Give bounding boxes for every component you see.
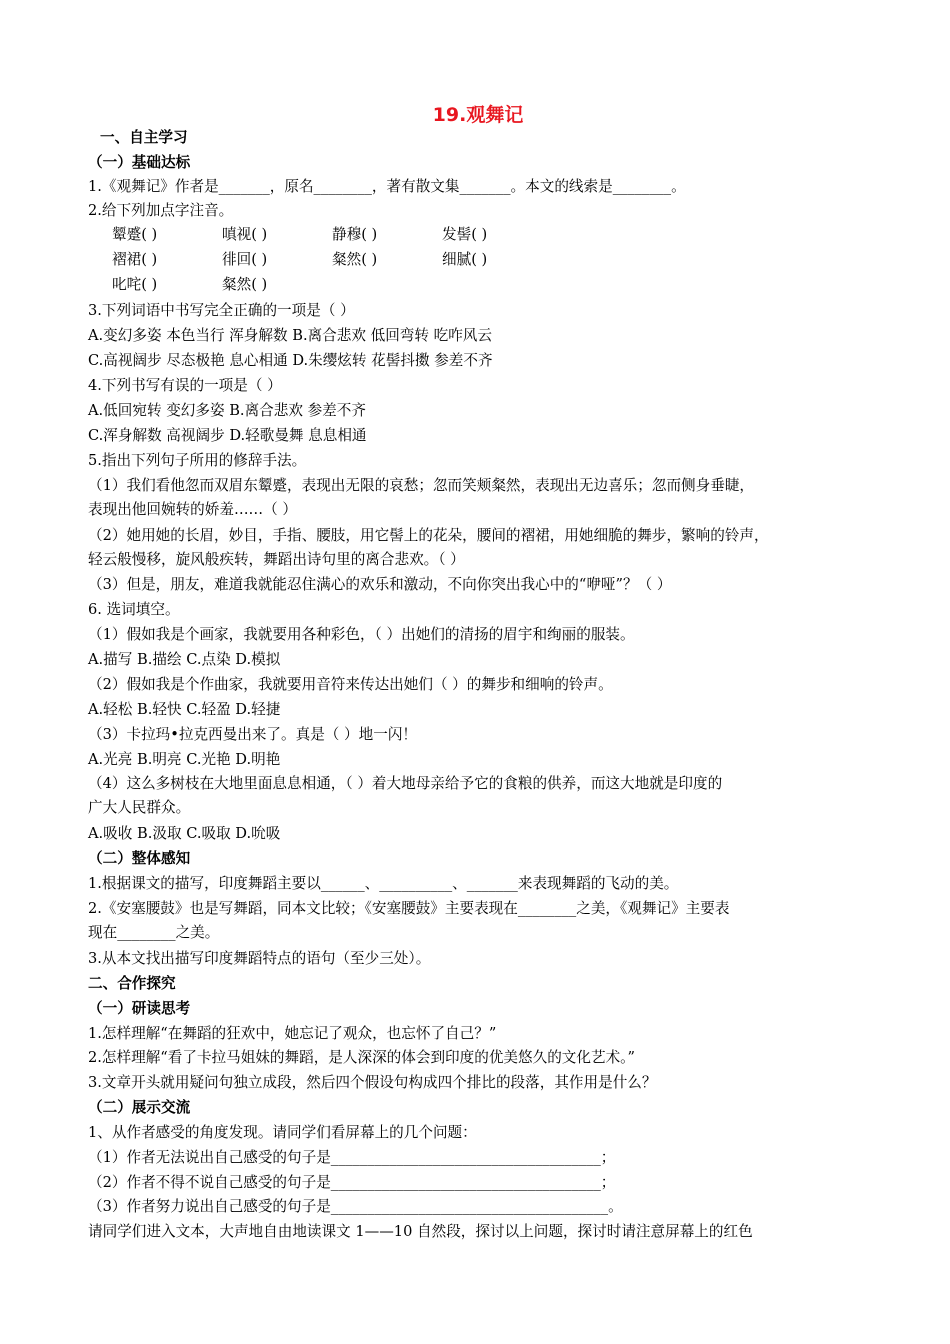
question-1: 1.《观舞记》作者是_______，原名________，著有散文集_______。本文的线索是________。 (88, 178, 686, 195)
perception-1: 1.根据课文的描写，印度舞蹈主要以______、__________、_______来表现舞蹈的飞动的美。 (88, 875, 679, 892)
question-6-item-1-options: A.描写 B.描绘 C.点染 D.模拟 (88, 651, 281, 668)
research-2: 2.怎样理解“看了卡拉马姐妹的舞蹈，是人深深的体会到印度的优美悠久的文化艺术。” (88, 1049, 635, 1066)
pinyin-item: 粲然( ) (222, 276, 268, 293)
perception-2: 2.《安塞腰鼓》也是写舞蹈，同本文比较；《安塞腰鼓》主要表现在________之美，《观舞记》主要表 (88, 900, 730, 917)
pinyin-item: 颦蹙( ) (112, 226, 158, 243)
question-6-item-1: （1）假如我是个画家，我就要用各种彩色，（ ）出她们的清扬的眉宇和绚丽的服装。 (88, 626, 635, 643)
perception-3: 3.从本文找出描写印度舞蹈特点的语句（至少三处）。 (88, 950, 431, 967)
subsection-heading: （一）研读思考 (88, 1000, 191, 1017)
question-5-item-2: （2）她用她的长眉，妙目，手指、腰肢，用它髻上的花朵，腰间的褶裙，用她细脆的舞步，繁响的铃声， (88, 527, 769, 544)
pinyin-item: 褶裙( ) (112, 251, 158, 268)
question-6-item-2: （2）假如我是个作曲家，我就要用音符来传达出她们（ ）的舞步和细响的铃声。 (88, 676, 613, 693)
perception-2-cont: 现在________之美。 (88, 924, 220, 941)
share-1-item-3: （3）作者努力说出自己感受的句子是______________________________________。 (88, 1198, 623, 1215)
pinyin-item: 徘回( ) (222, 251, 268, 268)
pinyin-row (112, 275, 332, 295)
question-6: 6. 选词填空。 (88, 601, 180, 618)
share-2: 请同学们进入文本，大声地自由地读课文 1——10 自然段，探讨以上问题，探讨时请注意屏幕上的红色 (88, 1223, 753, 1240)
question-3-options-ab: A.变幻多姿 本色当行 浑身解数 B.离合悲欢 低回弯转 吃咋风云 (88, 327, 492, 344)
research-3: 3.文章开头就用疑问句独立成段，然后四个假设句构成四个排比的段落，其作用是什么？ (88, 1074, 657, 1091)
pinyin-item: 叱咤( ) (112, 276, 158, 293)
section-heading: 一、自主学习 (100, 129, 188, 146)
question-5-item-1-cont: 表现出他回婉转的娇羞……（ ） (88, 501, 297, 518)
page-title: 19.观舞记 (432, 104, 524, 126)
pinyin-item: 粲然( ) (332, 251, 378, 268)
subsection-heading: （二）整体感知 (88, 850, 191, 867)
question-4-options-cd: C.浑身解数 高视阔步 D.轻歌曼舞 息息相通 (88, 427, 367, 444)
research-1: 1.怎样理解“在舞蹈的狂欢中，她忘记了观众，也忘怀了自己？” (88, 1025, 497, 1042)
question-3: 3.下列词语中书写完全正确的一项是（ ） (88, 302, 355, 319)
question-5-item-2-cont: 轻云般慢移，旋风般疾转，舞蹈出诗句里的离合悲欢。（ ） (88, 551, 465, 568)
question-6-item-4: （4）这么多树枝在大地里面息息相通，（ ）着大地母亲给予它的食粮的供养，而这大地就是印度的 (88, 775, 723, 792)
question-6-item-2-options: A.轻松 B.轻快 C.轻盈 D.轻捷 (88, 701, 281, 718)
subsection-heading: （一）基础达标 (88, 154, 191, 171)
question-6-item-4-cont: 广大人民群众。 (88, 799, 191, 816)
pinyin-item: 静穆( ) (332, 226, 378, 243)
question-6-item-3-options: A.光亮 B.明亮 C.光艳 D.明艳 (88, 751, 281, 768)
question-6-item-3: （3）卡拉玛•拉克西曼出来了。真是（ ）地一闪！ (88, 726, 418, 743)
pinyin-item: 细腻( ) (442, 251, 488, 268)
question-2: 2.给下列加点字注音。 (88, 202, 234, 219)
pinyin-item: 嗔视( ) (222, 226, 268, 243)
question-5: 5.指出下列句子所用的修辞手法。 (88, 452, 307, 469)
question-5-item-3: （3）但是，朋友，难道我就能忍住满心的欢乐和激动，不向你突出我心中的“咿哑”？（ ） (88, 576, 672, 593)
subsection-heading: （二）展示交流 (88, 1099, 191, 1116)
question-4: 4.下列书写有误的一项是（ ） (88, 377, 282, 394)
share-1: 1、从作者感受的角度发现。请同学们看屏幕上的几个问题： (88, 1124, 477, 1141)
question-4-options-ab: A.低回宛转 变幻多姿 B.离合悲欢 参差不齐 (88, 402, 366, 419)
pinyin-row (112, 225, 552, 245)
section-heading: 二、合作探究 (88, 975, 176, 992)
pinyin-row (112, 250, 552, 270)
share-1-item-2: （2）作者不得不说自己感受的句子是_____________________________________； (88, 1174, 616, 1191)
pinyin-item: 发髻( ) (442, 226, 488, 243)
question-3-options-cd: C.高视阔步 尽态极艳 息心相通 D.朱缨炫转 花髻抖擞 参差不齐 (88, 352, 493, 369)
question-6-item-4-options: A.吸收 B.汲取 C.吸取 D.吮吸 (88, 825, 281, 842)
share-1-item-1: （1）作者无法说出自己感受的句子是_____________________________________； (88, 1149, 616, 1166)
question-5-item-1: （1）我们看他忽而双眉东颦蹙，表现出无限的哀愁；忽而笑颊粲然，表现出无边喜乐；忽而侧身垂睫， (88, 477, 755, 494)
